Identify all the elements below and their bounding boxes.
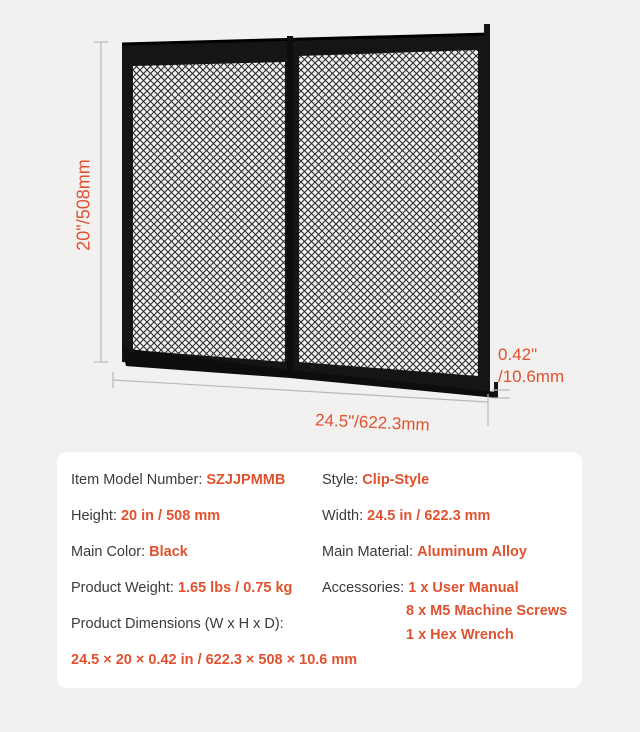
spec-height-label: Height: [71, 508, 121, 524]
spec-material [322, 544, 527, 560]
spec-model [71, 472, 285, 488]
spec-model-value: SZJJPMMB [206, 472, 286, 488]
spec-material-label: Main Material: [322, 544, 418, 560]
spec-width-label: Width: [322, 508, 368, 524]
spec-dimensions-value: 24.5 × 20 × 0.42 in / 622.3 × 508 × 10.6 mm [71, 652, 358, 668]
fireplace-screen [122, 24, 498, 398]
spec-color-value: Black [149, 544, 188, 560]
spec-height-value: 20 in / 508 mm [120, 508, 221, 524]
spec-style [322, 472, 429, 488]
spec-dimensions-label: Product Dimensions (W x H x D): [71, 616, 284, 632]
specifications-card [57, 452, 582, 688]
spec-material-value: Aluminum Alloy [417, 544, 527, 560]
spec-color-label: Main Color: [71, 544, 150, 560]
spec-weight-value: 1.65 lbs / 0.75 kg [177, 580, 293, 596]
width-dimension-label: 24.5"/622.3mm [314, 410, 431, 435]
spec-dimensions [71, 652, 357, 668]
spec-style-label: Style: [322, 472, 363, 488]
spec-weight-label: Product Weight: [71, 580, 178, 596]
spec-accessory-2: 8 x M5 Machine Screws [406, 603, 568, 619]
spec-accessory-3: 1 x Hex Wrench [406, 627, 514, 643]
spec-color [71, 544, 188, 560]
spec-style-value: Clip-Style [362, 472, 430, 488]
depth-dimension-label [498, 344, 564, 388]
spec-accessories-label: Accessories: [322, 580, 409, 596]
spec-accessories [322, 580, 519, 596]
spec-height [71, 508, 220, 524]
height-dimension-line [94, 42, 108, 362]
spec-width-value: 24.5 in / 622.3 mm [367, 508, 491, 524]
depth-mm: /10.6mm [498, 367, 565, 386]
spec-weight [71, 580, 292, 596]
depth-inches: 0.42" [498, 345, 538, 364]
spec-accessory-1: 1 x User Manual [408, 580, 519, 596]
spec-width [322, 508, 490, 524]
height-dimension-label: 20"/508mm [73, 159, 94, 251]
spec-model-label: Item Model Number: [71, 472, 207, 488]
